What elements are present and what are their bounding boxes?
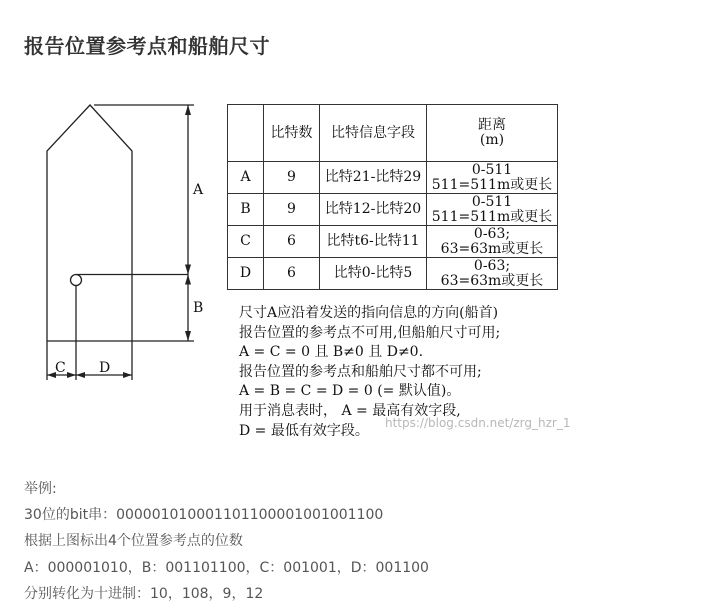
table-row bbox=[228, 194, 558, 226]
header-distance-unit: (m) bbox=[479, 132, 505, 148]
row-distance-range: 0-511 bbox=[471, 161, 513, 178]
header-bits: 比特数 bbox=[264, 105, 320, 162]
row-field: 比特0-比特5 bbox=[320, 258, 427, 290]
row-bits: 9 bbox=[264, 194, 320, 226]
example-line: 根据上图标出4个位置参考点的位数 bbox=[24, 533, 243, 550]
example-heading: 举例: bbox=[24, 481, 57, 497]
dimension-a-arrow-top bbox=[185, 105, 191, 115]
example-line: 分别转化为十进制：10，108，9，12 bbox=[24, 585, 264, 602]
ship-dimension-diagram bbox=[36, 96, 216, 386]
example-line: 30位的bit串：000001010001101100001001001100 bbox=[24, 507, 384, 524]
header-distance-label: 距离 bbox=[478, 117, 506, 133]
reference-point-marker bbox=[71, 275, 82, 286]
dimension-a-arrow-bottom bbox=[185, 265, 191, 275]
row-distance bbox=[427, 258, 558, 290]
row-distance bbox=[427, 194, 558, 226]
note-line: 报告位置的参考点不可用,但船舶尺寸可用; bbox=[239, 324, 501, 341]
label-c: C bbox=[55, 360, 66, 376]
header-distance bbox=[427, 105, 558, 162]
page-title: 报告位置参考点和船舶尺寸 bbox=[24, 34, 270, 58]
row-distance-max: 511=511m或更长 bbox=[431, 176, 553, 193]
note-line: 用于消息表时， A = 最高有效字段, bbox=[239, 402, 461, 419]
dimension-b-arrow-bottom bbox=[185, 331, 191, 341]
example-section bbox=[24, 476, 429, 607]
row-distance-max: 511=511m或更长 bbox=[431, 208, 553, 225]
dimension-d-arrow-right bbox=[123, 372, 132, 378]
row-id: B bbox=[228, 194, 264, 226]
ship-hull-outline bbox=[47, 105, 132, 341]
note-line: A = C = 0 且 B≠0 且 D≠0. bbox=[239, 344, 424, 361]
row-id: A bbox=[228, 162, 264, 194]
row-bits: 6 bbox=[264, 226, 320, 258]
header-field: 比特信息字段 bbox=[320, 105, 427, 162]
label-d: D bbox=[99, 360, 111, 376]
note-line: 尺寸A应沿着发送的指向信息的方向(船首) bbox=[239, 305, 499, 321]
row-id: C bbox=[228, 226, 264, 258]
row-distance bbox=[427, 226, 558, 258]
row-field: 比特t6-比特11 bbox=[320, 226, 427, 258]
table-row bbox=[228, 226, 558, 258]
dimension-c-arrow-right bbox=[67, 372, 76, 378]
row-bits: 9 bbox=[264, 162, 320, 194]
row-id: D bbox=[228, 258, 264, 290]
row-distance-range: 0-63; bbox=[473, 257, 511, 274]
example-line: A：000001010，B：001101100，C：001001，D：001100 bbox=[24, 559, 429, 576]
note-line: D = 最低有效字段。 bbox=[239, 422, 369, 439]
dimension-d-arrow-left bbox=[76, 372, 85, 378]
row-distance-range: 0-511 bbox=[471, 193, 513, 210]
note-line: 报告位置的参考点和船舶尺寸都不可用; bbox=[239, 363, 482, 380]
row-distance bbox=[427, 162, 558, 194]
label-a: A bbox=[193, 182, 204, 198]
label-b: B bbox=[193, 300, 204, 316]
table-row bbox=[228, 162, 558, 194]
row-distance-max: 63=63m或更长 bbox=[440, 240, 544, 257]
row-distance-range: 0-63; bbox=[473, 225, 511, 242]
watermark: https://blog.csdn.net/zrg_hzr_1 bbox=[385, 416, 571, 430]
row-bits: 6 bbox=[264, 258, 320, 290]
row-distance-max: 63=63m或更长 bbox=[440, 272, 544, 289]
note-line: A = B = C = D = 0 (= 默认值)。 bbox=[239, 383, 461, 400]
dimension-table bbox=[227, 104, 558, 290]
dimension-b-arrow-top bbox=[185, 275, 191, 285]
row-field: 比特21-比特29 bbox=[320, 162, 427, 194]
header-empty-cell bbox=[228, 105, 264, 162]
table-header-row bbox=[228, 105, 558, 162]
table-row bbox=[228, 258, 558, 290]
row-field: 比特12-比特20 bbox=[320, 194, 427, 226]
